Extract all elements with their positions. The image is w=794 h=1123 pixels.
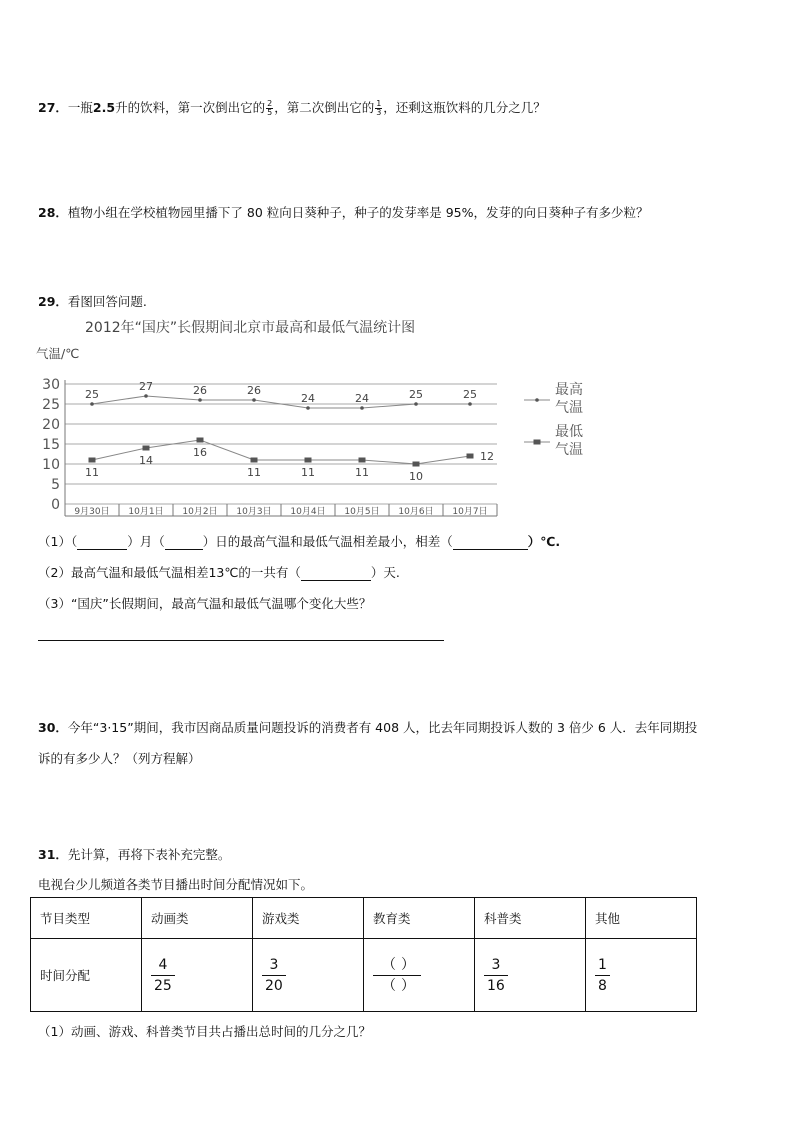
y-tick-label: 25 bbox=[42, 397, 60, 413]
header-cell: 教育类 bbox=[364, 898, 475, 939]
x-tick-label: 10月7日 bbox=[452, 507, 488, 517]
data-point bbox=[251, 458, 258, 463]
answer-blank-days[interactable] bbox=[301, 568, 371, 581]
data-label: 24 bbox=[301, 392, 315, 405]
legend-marker bbox=[535, 398, 539, 402]
question-29-part-1 bbox=[38, 532, 560, 550]
part-text: ）月（ bbox=[127, 534, 165, 549]
blank-fraction[interactable] bbox=[373, 955, 421, 996]
data-point bbox=[252, 398, 256, 402]
data-label: 11 bbox=[85, 466, 99, 479]
data-point bbox=[89, 458, 96, 463]
fraction-cell bbox=[586, 939, 697, 1012]
numerator: 3 bbox=[262, 955, 286, 976]
paren-open: （ bbox=[382, 977, 396, 994]
data-point bbox=[360, 406, 364, 410]
part-text: （3）“国庆”长假期间，最高气温和最低气温哪个变化大些？ bbox=[38, 596, 372, 611]
question-31 bbox=[38, 845, 230, 863]
part-text: ）日的最高气温和最低气温相差最小，相差（ bbox=[202, 534, 453, 549]
x-tick-label: 10月2日 bbox=[182, 507, 218, 517]
question-number: 31． bbox=[38, 847, 68, 862]
fraction-cell bbox=[253, 939, 364, 1012]
fraction bbox=[484, 955, 508, 996]
header-cell: 科普类 bbox=[475, 898, 586, 939]
data-label: 12 bbox=[480, 450, 494, 463]
question-number: 29． bbox=[38, 294, 68, 309]
question-number: 28． bbox=[38, 205, 68, 220]
data-label: 24 bbox=[355, 392, 369, 405]
data-label: 25 bbox=[463, 388, 477, 401]
y-tick-label: 30 bbox=[42, 377, 60, 393]
fraction-cell bbox=[142, 939, 253, 1012]
y-tick-label: 5 bbox=[51, 477, 60, 493]
question-28 bbox=[38, 203, 649, 221]
question-31-part-1 bbox=[38, 1022, 371, 1040]
question-text: ，第二次倒出它的 bbox=[274, 100, 375, 115]
legend-label: 气温 bbox=[555, 400, 583, 416]
data-point bbox=[197, 438, 204, 443]
legend-label: 气温 bbox=[555, 442, 583, 458]
y-tick-label: 20 bbox=[42, 417, 60, 433]
x-tick-label: 9月30日 bbox=[74, 507, 110, 517]
amount: 2.5 bbox=[92, 100, 116, 115]
table-row bbox=[31, 939, 697, 1012]
y-tick-label: 15 bbox=[42, 437, 60, 453]
question-29-part-3 bbox=[38, 594, 371, 612]
numerator: 3 bbox=[484, 955, 508, 976]
fraction bbox=[151, 955, 175, 996]
question-text: 一瓶 bbox=[67, 100, 93, 115]
fraction-cell-blank[interactable] bbox=[364, 939, 475, 1012]
data-point bbox=[198, 398, 202, 402]
data-label: 14 bbox=[139, 454, 153, 467]
paren-close: ） bbox=[401, 956, 415, 973]
question-30 bbox=[38, 718, 697, 736]
x-tick-label: 10月4日 bbox=[290, 507, 326, 517]
denominator: 3 bbox=[376, 108, 382, 117]
y-axis-label: 气温/℃ bbox=[36, 346, 80, 361]
fraction-cell bbox=[475, 939, 586, 1012]
numerator: 1 bbox=[376, 99, 382, 108]
answer-blank-difference[interactable] bbox=[453, 537, 528, 550]
blank-numerator[interactable] bbox=[373, 955, 421, 976]
data-label: 27 bbox=[139, 380, 153, 393]
x-tick-label: 10月3日 bbox=[236, 507, 272, 517]
data-label: 11 bbox=[355, 466, 369, 479]
question-29 bbox=[38, 292, 147, 310]
y-tick-label: 10 bbox=[42, 457, 60, 473]
data-point bbox=[467, 454, 474, 459]
fraction bbox=[262, 955, 286, 996]
denominator: 8 bbox=[598, 977, 607, 994]
part-text: ）天. bbox=[370, 565, 400, 580]
header-cell: 动画类 bbox=[142, 898, 253, 939]
part-text: （1）（ bbox=[38, 534, 78, 549]
data-point bbox=[413, 462, 420, 467]
table-caption bbox=[38, 875, 313, 893]
question-text: 先计算，再将下表补充完整。 bbox=[67, 847, 231, 862]
legend-marker bbox=[534, 440, 541, 445]
answer-blank-month[interactable] bbox=[77, 537, 127, 550]
data-point bbox=[306, 406, 310, 410]
question-text: 看图回答问题. bbox=[67, 294, 147, 309]
question-text: 升的饮料，第一次倒出它的 bbox=[115, 100, 266, 115]
header-cell: 游戏类 bbox=[253, 898, 364, 939]
answer-line[interactable] bbox=[38, 640, 444, 641]
denominator: 20 bbox=[265, 977, 283, 994]
x-tick-label: 10月1日 bbox=[128, 507, 164, 517]
question-number: 30． bbox=[38, 720, 68, 735]
data-point bbox=[468, 402, 472, 406]
data-label: 16 bbox=[193, 446, 207, 459]
data-point bbox=[144, 394, 148, 398]
numerator: 1 bbox=[595, 955, 610, 976]
question-30-line-2 bbox=[38, 749, 201, 767]
question-27 bbox=[38, 98, 546, 117]
row-label: 时间分配 bbox=[31, 939, 142, 1012]
legend-label: 最低 bbox=[555, 424, 583, 440]
caption-text: 电视台少儿频道各类节目播出时间分配情况如下。 bbox=[38, 877, 314, 892]
denominator: 5 bbox=[267, 108, 273, 117]
chart-title: 2012年“国庆”长假期间北京市最高和最低气温统计图 bbox=[85, 320, 416, 336]
data-label: 11 bbox=[247, 466, 261, 479]
header-cell: 其他 bbox=[586, 898, 697, 939]
y-tick-label: 0 bbox=[51, 497, 60, 513]
header-cell: 节目类型 bbox=[31, 898, 142, 939]
denominator: 25 bbox=[154, 977, 172, 994]
data-point bbox=[305, 458, 312, 463]
question-text: 今年“3·15”期间，我市因商品质量问题投诉的消费者有 408 人，比去年同期投诉人数的 3 倍少 6 人．去年同期投 bbox=[67, 720, 698, 735]
part-text: ）℃. bbox=[527, 534, 561, 549]
numerator: 2 bbox=[267, 99, 273, 108]
program-time-table bbox=[30, 897, 697, 1012]
data-point bbox=[143, 446, 150, 451]
paren-close: ） bbox=[401, 977, 415, 994]
data-point bbox=[90, 402, 94, 406]
numerator: 4 bbox=[151, 955, 175, 976]
data-point bbox=[359, 458, 366, 463]
data-point bbox=[414, 402, 418, 406]
answer-blank-day[interactable] bbox=[165, 537, 203, 550]
fraction-one-third bbox=[375, 100, 382, 117]
data-label: 10 bbox=[409, 470, 423, 483]
temperature-line-chart bbox=[30, 312, 600, 522]
table-header-row bbox=[31, 898, 697, 939]
paren-open: （ bbox=[382, 956, 396, 973]
question-text: 植物小组在学校植物园里播下了 80 粒向日葵种子，种子的发芽率是 95%，发芽的向日葵种子有多少粒？ bbox=[67, 205, 649, 220]
question-29-part-2 bbox=[38, 563, 400, 581]
part-text: （2）最高气温和最低气温相差13℃的一共有（ bbox=[38, 565, 301, 580]
fraction bbox=[595, 955, 610, 996]
question-text: ，还剩这瓶饮料的几分之几？ bbox=[383, 100, 546, 115]
question-text: 诉的有多少人？（列方程解） bbox=[38, 751, 201, 766]
fraction-two-fifths bbox=[266, 100, 273, 117]
x-tick-label: 10月6日 bbox=[398, 507, 434, 517]
data-label: 25 bbox=[85, 388, 99, 401]
data-label: 11 bbox=[301, 466, 315, 479]
legend-label: 最高 bbox=[555, 382, 583, 398]
data-label: 26 bbox=[193, 384, 207, 397]
question-number: 27． bbox=[38, 100, 68, 115]
denominator: 16 bbox=[487, 977, 505, 994]
data-label: 26 bbox=[247, 384, 261, 397]
part-text: （1）动画、游戏、科普类节目共占播出总时间的几分之几？ bbox=[38, 1024, 371, 1039]
blank-denominator[interactable] bbox=[373, 976, 421, 996]
data-label: 25 bbox=[409, 388, 423, 401]
x-tick-label: 10月5日 bbox=[344, 507, 380, 517]
